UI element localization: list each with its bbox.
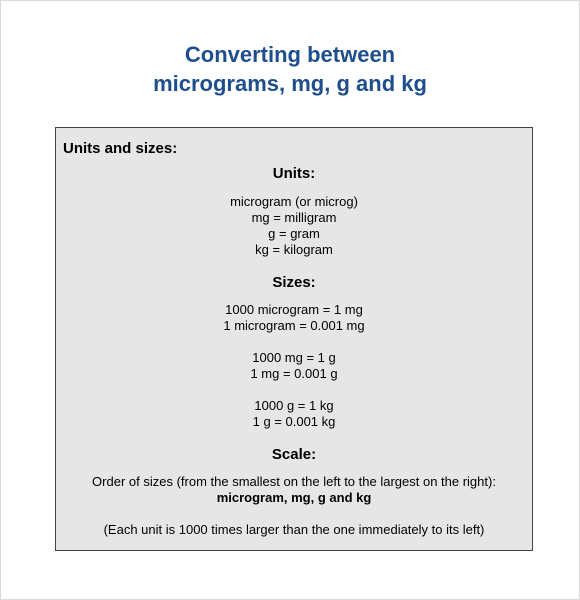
- scale-order-units: microgram, mg, g and kg: [216, 490, 372, 505]
- unit-line: mg = milligram: [251, 210, 337, 225]
- sizes-group-1: [56, 302, 532, 334]
- size-line: 1 mg = 0.001 g: [250, 366, 338, 381]
- size-line: 1000 microgram = 1 mg: [225, 302, 363, 317]
- sizes-group-3: [56, 398, 532, 430]
- units-heading: Units:: [272, 165, 316, 182]
- panel-heading: Units and sizes:: [63, 140, 178, 157]
- scale-section: [56, 446, 532, 463]
- units-section: [56, 165, 532, 182]
- units-panel: [55, 127, 533, 551]
- scale-heading: Scale:: [271, 446, 317, 463]
- sizes-section: [56, 274, 532, 291]
- scale-order: [56, 474, 532, 506]
- units-list: [56, 194, 532, 258]
- unit-line: kg = kilogram: [255, 242, 333, 257]
- scale-note-block: [56, 522, 532, 538]
- size-line: 1000 g = 1 kg: [254, 398, 334, 413]
- sizes-group-2: [56, 350, 532, 382]
- scale-note: (Each unit is 1000 times larger than the one immediately to its left): [103, 522, 485, 537]
- size-line: 1000 mg = 1 g: [252, 350, 336, 365]
- title-line-1: Converting between: [184, 42, 396, 67]
- unit-line: microgram (or microg): [230, 194, 358, 209]
- scale-order-text: Order of sizes (from the smallest on the left to the largest on the right):: [92, 474, 496, 489]
- unit-line: g = gram: [268, 226, 320, 241]
- title-line-2: micrograms, mg, g and kg: [153, 71, 427, 96]
- size-line: 1 g = 0.001 kg: [252, 414, 336, 429]
- sizes-heading: Sizes:: [272, 274, 316, 291]
- size-line: 1 microgram = 0.001 mg: [223, 318, 365, 333]
- page-title: [0, 40, 580, 98]
